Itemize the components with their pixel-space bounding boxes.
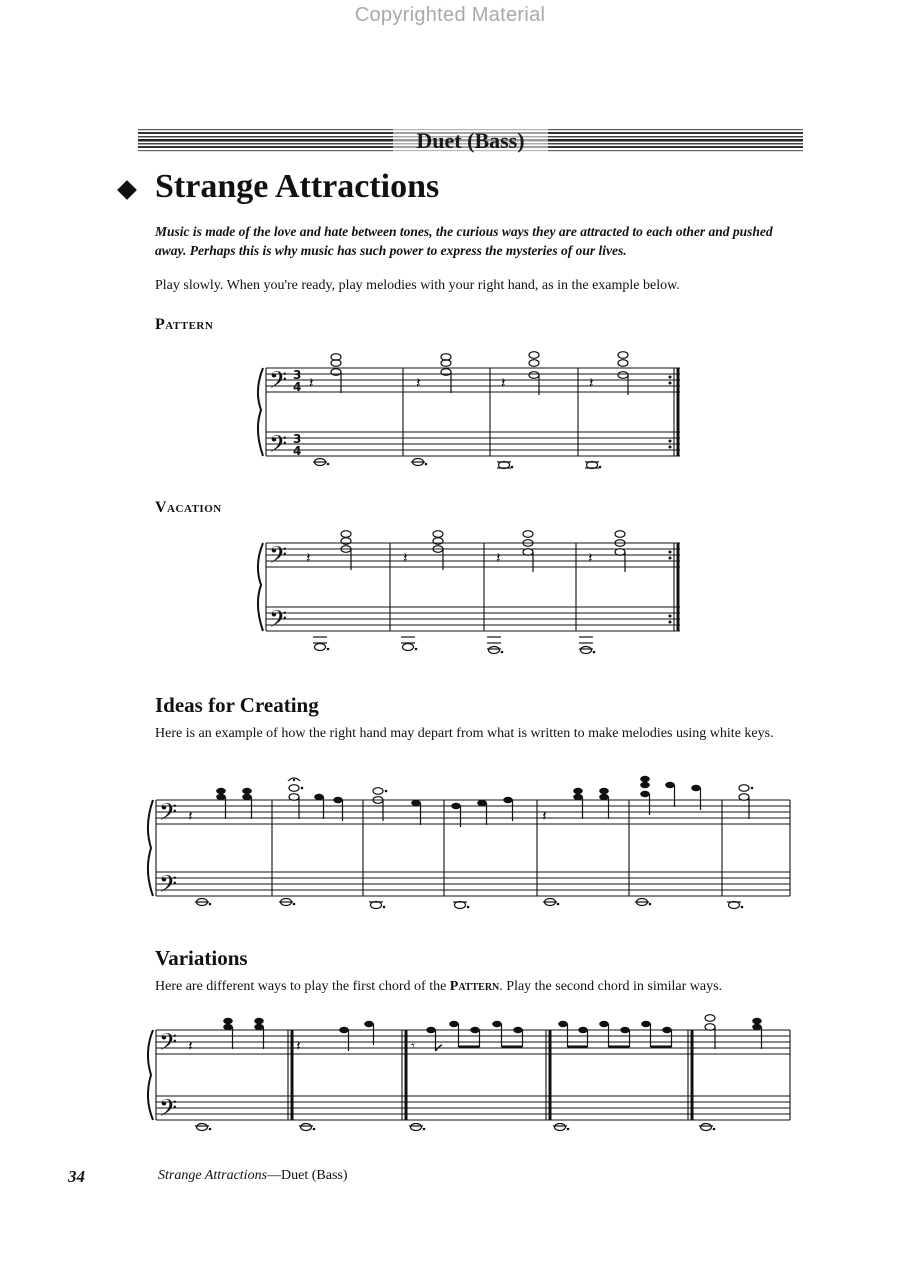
svg-text:𝄽: 𝄽 <box>588 549 593 567</box>
svg-text:𝄢: 𝄢 <box>269 605 288 638</box>
footer-title-rest: —Duet (Bass) <box>267 1168 348 1183</box>
intro-paragraph: Music is made of the love and hate between tones, the curious ways they are attracted to each other and pushed away. Perhaps this is why music has such power to express the mysteries of our lives. <box>155 224 773 258</box>
ideas-paragraph: Here is an example of how the right hand may depart from what is written to make melodies using white keys. <box>155 726 774 741</box>
svg-text:𝄽: 𝄽 <box>188 807 193 825</box>
svg-text:𝄽: 𝄽 <box>309 374 314 392</box>
svg-text:4: 4 <box>293 380 302 394</box>
pattern-grand-staff <box>258 355 688 470</box>
svg-text:𝄽: 𝄽 <box>589 374 594 392</box>
svg-text:𝄽: 𝄽 <box>306 549 311 567</box>
svg-text:𝄽: 𝄽 <box>496 549 501 567</box>
svg-text:3: 3 <box>293 432 302 446</box>
variations-text-before: Here are different ways to play the first chord of the <box>155 979 450 994</box>
footer-title-italic: Strange Attractions <box>158 1168 268 1183</box>
svg-text:𝄢: 𝄢 <box>269 366 288 399</box>
vacation-label: Vacation <box>155 499 222 516</box>
variations-text-after: . Play the second chord in similar ways. <box>499 979 723 994</box>
instruction-paragraph: Play slowly. When you're ready, play melodies with your right hand, as in the example below. <box>155 278 680 293</box>
svg-text:𝄽: 𝄽 <box>542 807 547 825</box>
svg-text:𝄢: 𝄢 <box>159 798 178 831</box>
svg-text:𝄢: 𝄢 <box>159 1028 178 1061</box>
variations-text-pattern: Pattern <box>449 979 500 994</box>
svg-text:3: 3 <box>293 368 302 382</box>
svg-text:𝄽: 𝄽 <box>416 374 421 392</box>
svg-text:4: 4 <box>293 444 302 458</box>
svg-text:𝄢: 𝄢 <box>159 1094 178 1127</box>
variations-paragraph <box>155 977 795 996</box>
variations-heading: Variations <box>155 946 248 970</box>
svg-text:𝄽: 𝄽 <box>501 374 506 392</box>
page-footer <box>158 1168 348 1184</box>
svg-text:𝄽: 𝄽 <box>403 549 408 567</box>
svg-text:𝄽: 𝄽 <box>188 1037 193 1055</box>
variations-grand-staff <box>148 1015 793 1140</box>
ideas-heading: Ideas for Creating <box>155 693 319 717</box>
svg-text:𝄾: 𝄾 <box>411 1037 415 1055</box>
header-banner-title: Duet (Bass) <box>416 128 525 153</box>
svg-text:𝄢: 𝄢 <box>159 870 178 903</box>
pattern-label: Pattern <box>155 316 214 333</box>
svg-text:𝄢: 𝄢 <box>269 541 288 574</box>
svg-text:𝄢: 𝄢 <box>269 430 288 463</box>
vacation-grand-staff <box>258 530 688 655</box>
diamond-bullet-icon <box>117 180 137 200</box>
ideas-grand-staff <box>148 775 793 910</box>
copyright-watermark: Copyrighted Material <box>354 4 546 26</box>
page-title: Strange Attractions <box>155 168 440 205</box>
svg-text:𝄽: 𝄽 <box>296 1037 301 1055</box>
page-number: 34 <box>68 1167 85 1186</box>
